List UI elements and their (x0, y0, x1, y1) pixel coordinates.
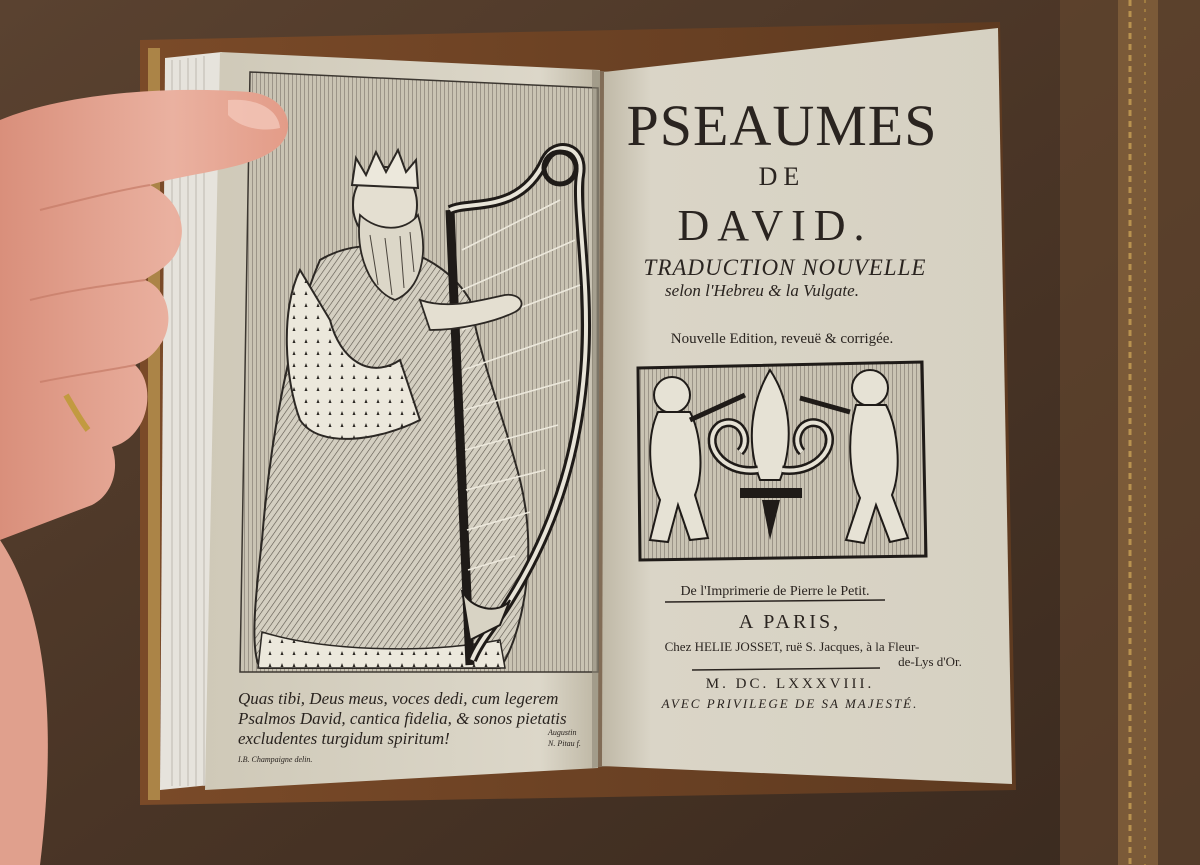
title-de: DE (758, 162, 806, 191)
fleur-de-lis-vignette (638, 362, 926, 560)
title-pseaumes: PSEAUMES (626, 93, 938, 158)
title-selon: selon l'Hebreu & la Vulgate. (665, 281, 859, 300)
title-city: A PARIS, (738, 611, 842, 633)
title-page (602, 28, 1012, 784)
title-traduction: TRADUCTION NOUVELLE (643, 255, 927, 280)
frontispiece-caption-line-1: Quas tibi, Deus meus, voces dedi, cum legerem (238, 689, 559, 708)
frontispiece-credit-right-2: N. Pitau f. (548, 739, 581, 748)
david-harp-engraving (240, 72, 598, 672)
frontispiece-caption-line-3: excludentes turgidum spiritum! (238, 729, 450, 748)
frontispiece-page (205, 52, 600, 790)
frontispiece-credit-left: I.B. Champaigne delin. (238, 755, 313, 764)
title-publisher-2: de-Lys d'Or. (898, 654, 962, 669)
frontispiece-caption-line-2: Psalmos David, cantica fidelia, & sonos pietatis (238, 709, 567, 728)
title-year: M. DC. LXXXVIII. (705, 676, 875, 692)
title-edition: Nouvelle Edition, reveuë & corrigée. (670, 331, 894, 347)
title-printer: De l'Imprimerie de Pierre le Petit. (680, 584, 870, 599)
title-david: DAVID. (677, 201, 873, 250)
title-publisher-1: Chez HELIE JOSSET, ruë S. Jacques, à la Fleur- (664, 639, 920, 654)
title-privilege: AVEC PRIVILEGE DE SA MAJESTÉ. (661, 696, 919, 711)
frontispiece-credit-right-1: Augustin (548, 728, 577, 737)
